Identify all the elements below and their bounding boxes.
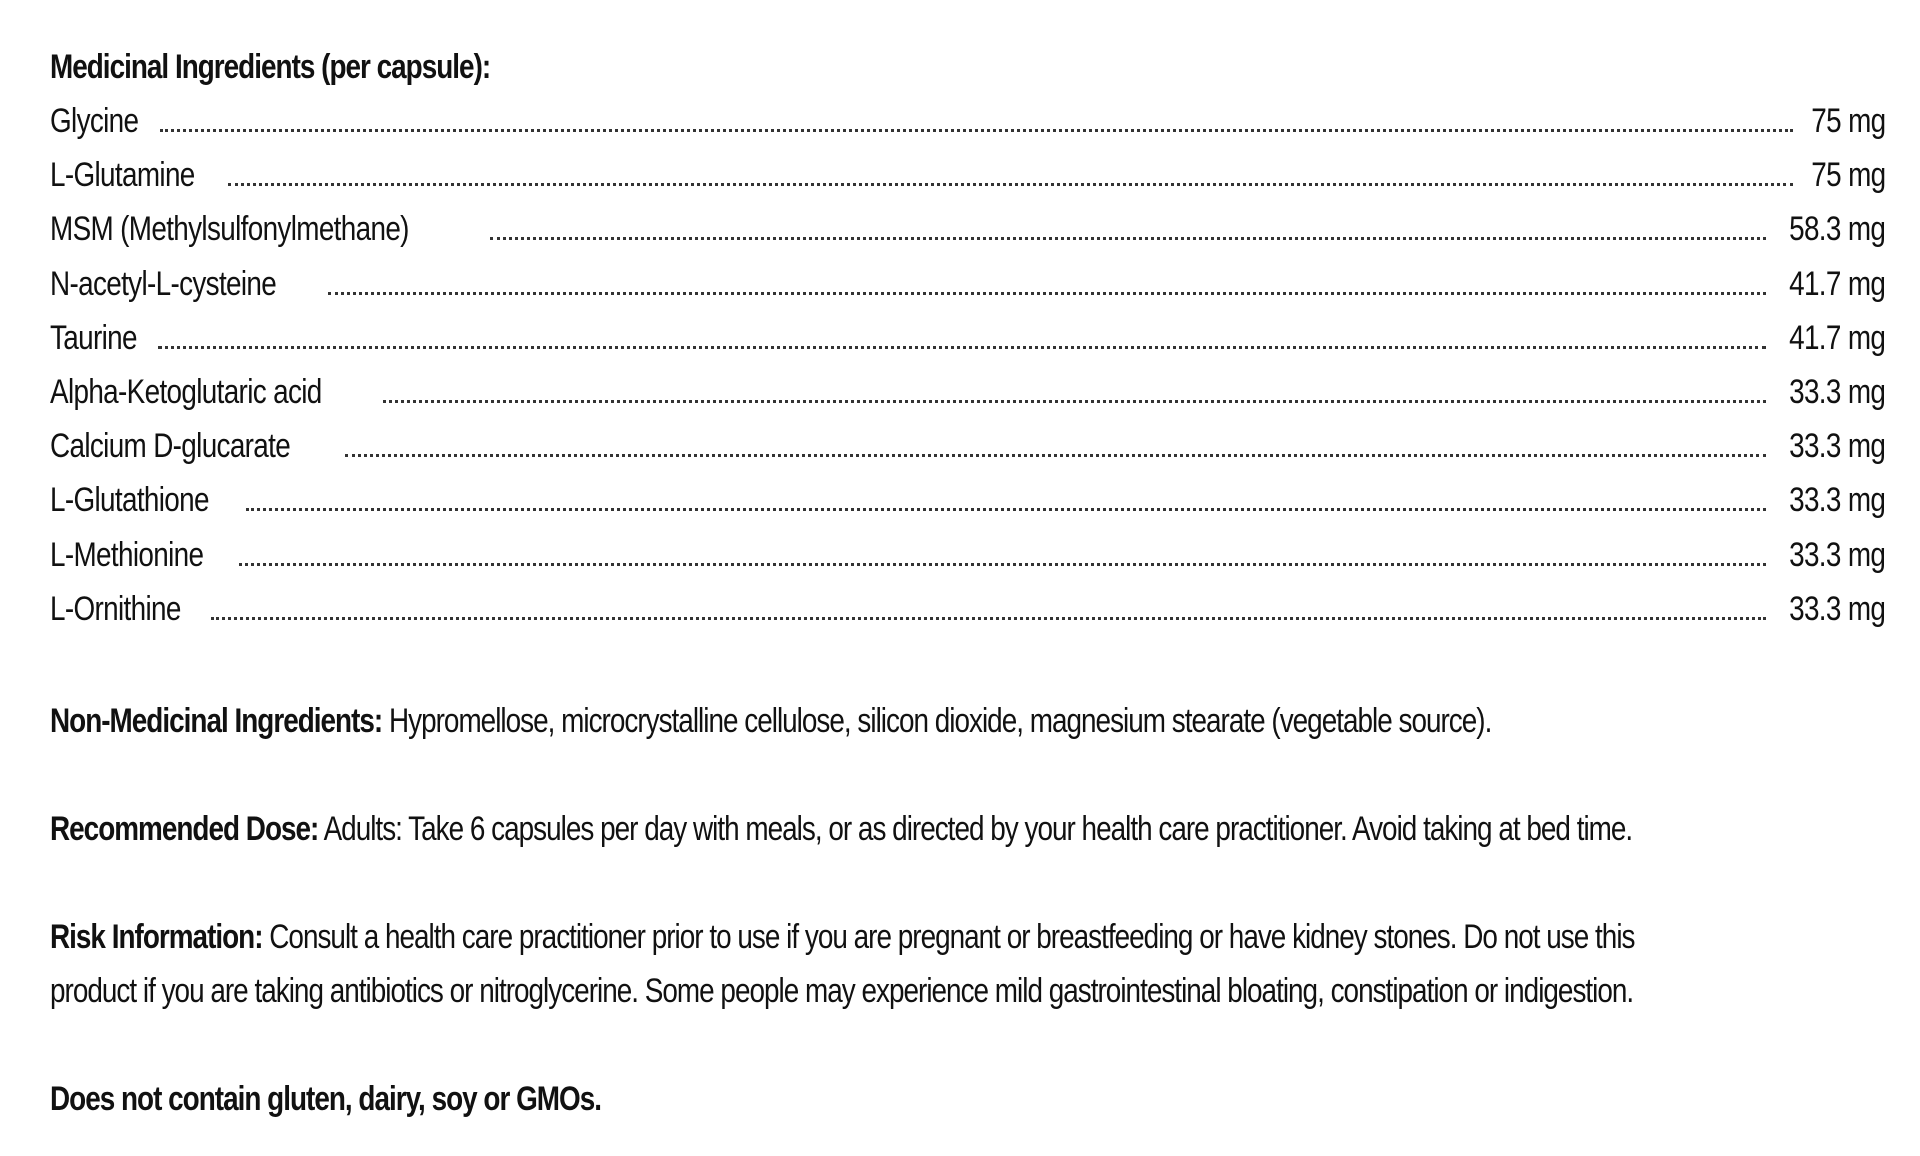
dot-leader [211, 617, 1765, 620]
non-medicinal-text: Hypromellose, microcrystalline cellulose, silicon dioxide, magnesium stearate (vegetable source). [388, 702, 1492, 740]
ingredient-row [50, 311, 1885, 365]
ingredient-row [50, 202, 1885, 256]
ingredient-row [50, 473, 1885, 527]
dot-leader [160, 129, 1793, 132]
ingredient-row [50, 419, 1885, 473]
dot-leader [345, 454, 1766, 457]
allergen-statement: Does not contain gluten, dairy, soy or GMOs. [50, 1080, 602, 1118]
dot-leader [328, 292, 1766, 295]
non-medicinal-label: Non-Medicinal Ingredients: [50, 702, 383, 740]
ingredient-name: Taurine [50, 318, 137, 357]
ingredient-amount: 33.3 mg [1788, 589, 1885, 628]
dot-leader [383, 400, 1765, 403]
dot-leader [228, 183, 1792, 186]
ingredient-amount: 33.3 mg [1788, 372, 1885, 411]
ingredient-name: L-Glutamine [50, 156, 195, 195]
dot-leader [158, 346, 1766, 349]
ingredient-amount: 41.7 mg [1788, 318, 1885, 357]
ingredient-name: N-acetyl-L-cysteine [50, 264, 277, 303]
non-medicinal-ingredients [50, 694, 1491, 748]
risk-information [50, 910, 1635, 1018]
ingredient-name: Glycine [50, 102, 139, 140]
ingredient-name: MSM (Methylsulfonylmethane) [50, 210, 409, 249]
ingredient-amount: 33.3 mg [1788, 535, 1885, 574]
recommended-dose-text: Adults: Take 6 capsules per day with meals, or as directed by your health care practitioner. Avoid taking at bed time. [323, 810, 1633, 848]
recommended-dose [50, 802, 1632, 856]
ingredient-amount: 41.7 mg [1788, 264, 1885, 303]
risk-text-line-1: Consult a health care practitioner prior to use if you are pregnant or breastfeeding or have kidney stones. Do not use this [269, 918, 1635, 956]
recommended-dose-label: Recommended Dose: [50, 810, 319, 848]
ingredient-amount: 75 mg [1810, 156, 1885, 195]
ingredient-name: L-Ornithine [50, 589, 181, 628]
ingredient-row [50, 528, 1885, 582]
ingredient-name: L-Glutathione [50, 481, 209, 520]
dot-leader [246, 508, 1766, 511]
ingredient-amount: 58.3 mg [1788, 210, 1885, 249]
ingredient-amount: 33.3 mg [1788, 427, 1885, 466]
ingredient-row [50, 94, 1885, 148]
ingredient-name: L-Methionine [50, 535, 204, 574]
risk-line-1 [50, 910, 1635, 964]
ingredient-name: Alpha-Ketoglutaric acid [50, 372, 322, 411]
ingredient-row [50, 148, 1885, 202]
dot-leader [490, 237, 1766, 240]
risk-text-line-2: product if you are taking antibiotics or nitroglycerine. Some people may experience mild gastrointestinal bloating, constipation or indigestion. [50, 972, 1634, 1010]
label-document [50, 40, 1895, 1118]
medicinal-ingredients-list [50, 94, 1885, 636]
ingredient-row [50, 582, 1885, 636]
ingredient-amount: 75 mg [1810, 102, 1885, 140]
ingredient-row [50, 257, 1885, 311]
risk-information-label: Risk Information: [50, 918, 263, 956]
medicinal-ingredients-heading: Medicinal Ingredients (per capsule): [50, 48, 491, 86]
dot-leader [239, 563, 1766, 566]
ingredient-row [50, 365, 1885, 419]
ingredient-name: Calcium D-glucarate [50, 427, 291, 466]
ingredient-amount: 33.3 mg [1788, 481, 1885, 520]
